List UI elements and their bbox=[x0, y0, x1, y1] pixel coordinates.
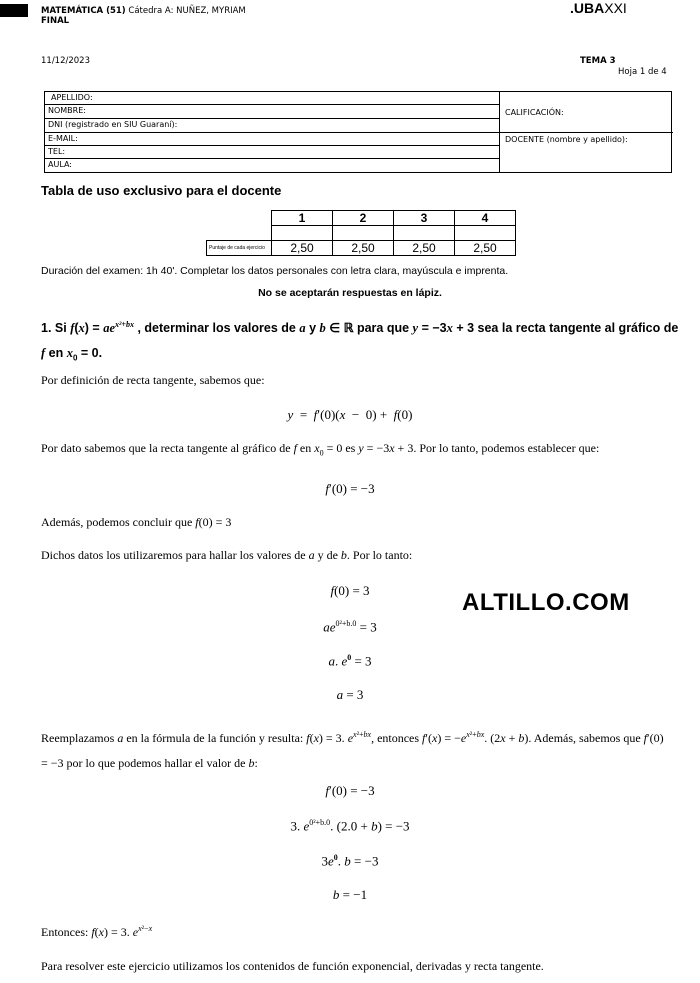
p4-text: y de bbox=[314, 548, 341, 562]
field-apellido[interactable]: APELLIDO: bbox=[51, 93, 93, 102]
score-value-2: 2,50 bbox=[333, 241, 394, 256]
score-header-2: 2 bbox=[333, 211, 394, 226]
logo-light: XXI bbox=[604, 0, 627, 16]
score-row-label: Puntaje de cada ejercicio bbox=[207, 241, 272, 256]
score-entry-3[interactable] bbox=[394, 226, 455, 241]
p4-text: . Por lo tanto: bbox=[346, 548, 413, 562]
p2-text: Por dato sabemos que la recta tangente al gráfico de bbox=[41, 441, 294, 455]
field-nombre[interactable]: NOMBRE: bbox=[48, 106, 86, 115]
teacher-table-title: Tabla de uso exclusivo para el docente bbox=[41, 183, 282, 198]
p4-text: Dichos datos los utilizaremos para hallar los valores de bbox=[41, 548, 309, 562]
exam-date: 11/12/2023 bbox=[41, 56, 90, 66]
q1-text: 1. Si bbox=[41, 321, 71, 336]
equation-tangent: y = f′(0)(x − 0) + f(0) bbox=[287, 407, 413, 422]
subject-name: MATEMÁTICA (51) bbox=[41, 6, 126, 16]
score-header-3: 3 bbox=[394, 211, 455, 226]
q1-text: en bbox=[45, 346, 67, 361]
p5-text: Reemplazamos bbox=[41, 731, 118, 745]
field-docente[interactable]: DOCENTE (nombre y apellido): bbox=[505, 135, 628, 144]
equation-f0: f(0) = 3 bbox=[330, 583, 370, 598]
duration-instructions: Duración del examen: 1h 40'. Completar los datos personales con letra clara, mayúscula e imprenta. bbox=[41, 265, 509, 277]
p2-text: es bbox=[342, 441, 359, 455]
student-info-form bbox=[44, 91, 672, 173]
exam-type: FINAL bbox=[41, 16, 70, 26]
score-value-3: 2,50 bbox=[394, 241, 455, 256]
solution-paragraph-3: Además, podemos concluir que f(0) = 3 bbox=[41, 515, 232, 529]
solution-paragraph-5: Reemplazamos a en la fórmula de la función y resulta: f(x) = 3. $e^{x^2+bx}$, entonces $f'(x) = -e^{x^2+bx}$. (2x + b). Además, sabemos que f′(0) = −3 por lo que podemos hallar el valor de b: bbox=[41, 730, 664, 770]
header-black-bar bbox=[0, 4, 28, 17]
field-dni[interactable]: DNI (registrado en SIU Guaraní): bbox=[48, 120, 178, 129]
score-value-4: 2,50 bbox=[455, 241, 516, 256]
solution-paragraph-1: Por definición de recta tangente, sabemos que: bbox=[41, 373, 265, 387]
equation-b: b = −1 bbox=[332, 887, 368, 902]
logo-bold: .UBA bbox=[570, 0, 605, 16]
p2-text: . Por lo tanto, podemos establecer que: bbox=[413, 441, 600, 455]
equation-a-e0: a. $e^0 = 3$ bbox=[328, 653, 372, 669]
solution-paragraph-7: Para resolver este ejercicio utilizamos los contenidos de función exponencial, derivadas y recta tangente. bbox=[41, 959, 544, 973]
equation-a-e: $ae^{0^2+b.0} = 3$ bbox=[323, 619, 377, 635]
no-pencil-notice: No se aceptarán respuestas en lápiz. bbox=[258, 287, 442, 299]
equation-fprime0: f′(0) = −3 bbox=[325, 783, 375, 798]
score-header-1: 1 bbox=[272, 211, 333, 226]
field-tel[interactable]: TEL: bbox=[48, 147, 66, 156]
equation-a3: a = 3 bbox=[336, 687, 364, 702]
p5-text: . Además, sabemos que bbox=[528, 731, 644, 745]
question-1: 1. Si $f(x) = ae^{x^2+bx}$ , determinar los valores de a y b ∈ ℝ para que y = −3x + 3 sea la recta tangente al gráfico de f en $x_0 = 0$. bbox=[41, 320, 679, 363]
q1-text: para que bbox=[353, 321, 413, 336]
p2-text: en bbox=[296, 441, 315, 455]
q1-text: , determinar los valores de bbox=[133, 321, 300, 336]
solution-paragraph-2: Por dato sabemos que la recta tangente al gráfico de f en $x_0 = 0$ es y = −3x + 3. Por lo tanto, podemos establecer que: bbox=[41, 441, 600, 458]
watermark: ALTILLO.COM bbox=[462, 589, 630, 616]
field-aula[interactable]: AULA: bbox=[48, 160, 72, 169]
p3-text: Además, podemos concluir que bbox=[41, 515, 196, 529]
solution-paragraph-4: Dichos datos los utilizaremos para hallar los valores de a y de b. Por lo tanto: bbox=[41, 548, 413, 562]
score-entry-4[interactable] bbox=[455, 226, 516, 241]
equation-fprime: f′(0) = −3 bbox=[325, 481, 375, 496]
equation-3e0b: $3e^0$. b = −3 bbox=[321, 853, 379, 869]
uba-logo bbox=[570, 0, 627, 16]
field-email[interactable]: E-MAIL: bbox=[48, 134, 78, 143]
p5-text: en la fórmula de la función y resulta: bbox=[123, 731, 307, 745]
q1-text: sea la recta tangente al gráfico de bbox=[474, 321, 679, 336]
equation-deriv-sub: 3. $e^{0^2+b.0}$. (2.0 + b) = −3 bbox=[290, 818, 410, 834]
exam-header bbox=[41, 6, 246, 26]
score-entry-1[interactable] bbox=[272, 226, 333, 241]
catedra: Cátedra A: NUÑEZ, MYRIAM bbox=[125, 6, 246, 16]
p5-text: , entonces bbox=[371, 731, 423, 745]
field-calificacion[interactable]: CALIFICACIÓN: bbox=[505, 108, 564, 117]
p5-text: por lo que podemos hallar el valor de bbox=[63, 756, 249, 770]
p6-text: Entonces: bbox=[41, 925, 92, 939]
score-table bbox=[206, 210, 516, 256]
score-value-1: 2,50 bbox=[272, 241, 333, 256]
score-header-4: 4 bbox=[455, 211, 516, 226]
solution-paragraph-6: Entonces: f(x) = 3. $e^{x^2-x}$ bbox=[41, 924, 153, 939]
page-number: Hoja 1 de 4 bbox=[618, 67, 667, 77]
score-entry-2[interactable] bbox=[333, 226, 394, 241]
tema-label: TEMA 3 bbox=[580, 56, 616, 66]
